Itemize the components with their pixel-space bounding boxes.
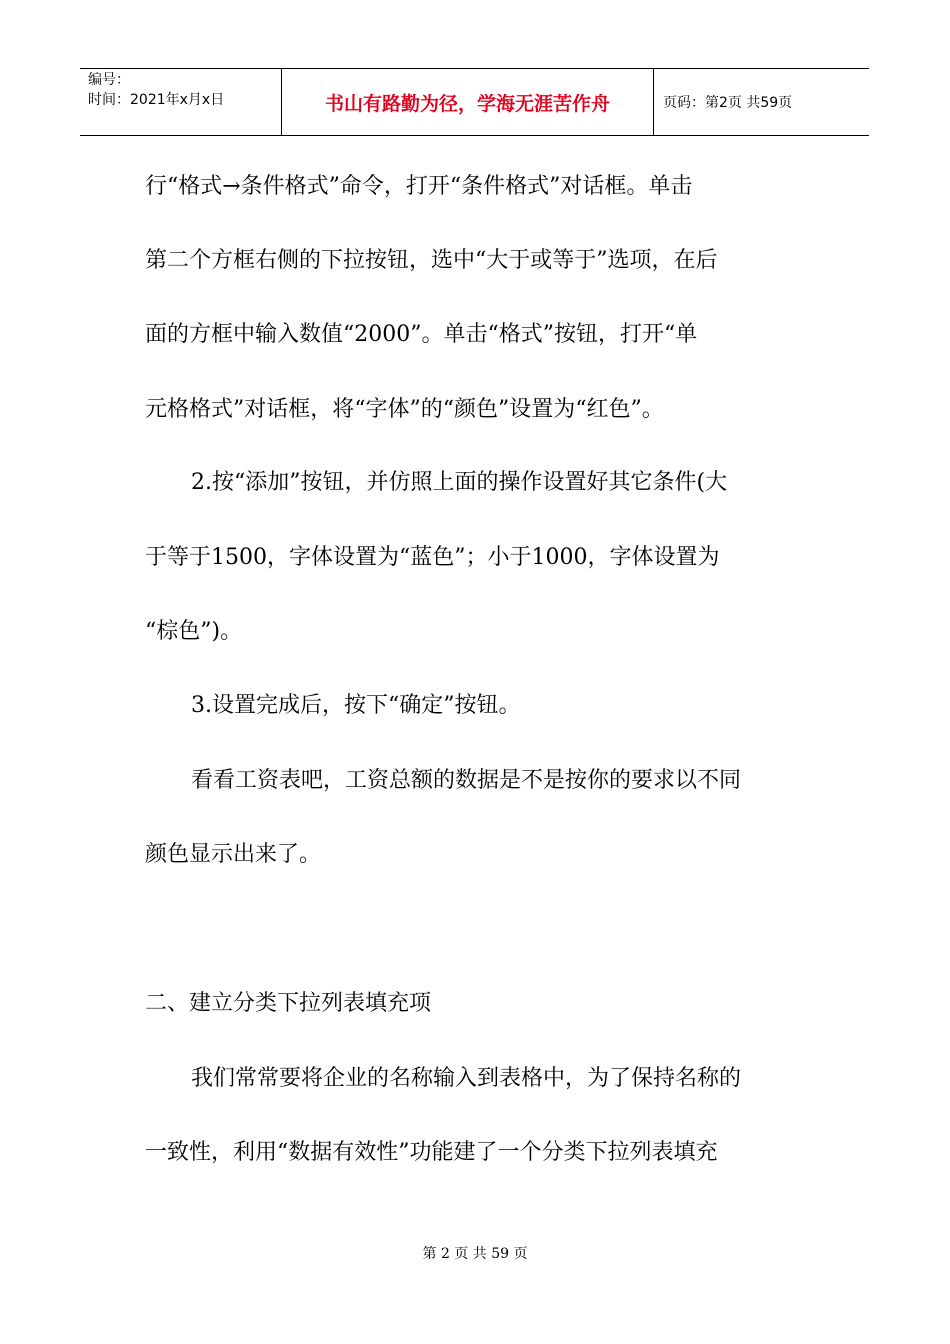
header-motto-cell [281, 69, 654, 135]
body-line: 第二个方框右侧的下拉按钮，选中“大于或等于”选项，在后 [145, 248, 718, 273]
body-line: “棕色”)。 [145, 619, 243, 644]
body-line: 元格格式”对话框，将“字体”的“颜色”设置为“红色”。 [145, 397, 664, 422]
body-line: 2.按“添加”按钮，并仿照上面的操作设置好其它条件(大 [191, 470, 728, 495]
header-meta-cell [80, 69, 281, 135]
document-number-label: 编号： [88, 72, 130, 88]
body-line: 看看工资表吧，工资总额的数据是不是按你的要求以不同 [191, 768, 742, 793]
header-motto: 书山有路勤为径，学海无涯苦作舟 [324, 93, 610, 115]
document-time-label: 时间：2021年x月x日 [88, 92, 225, 108]
body-line: 颜色显示出来了。 [145, 842, 322, 867]
page-header [80, 68, 869, 136]
header-page-cell [654, 69, 869, 135]
header-page-info: 页码：第2页 共59页 [663, 95, 793, 111]
body-line: 于等于1500，字体设置为“蓝色”；小于1000，字体设置为 [145, 545, 720, 570]
body-line: 行“格式→条件格式”命令，打开“条件格式”对话框。单击 [145, 174, 693, 199]
body-line: 面的方框中输入数值“2000”。单击“格式”按钮，打开“单 [145, 322, 698, 347]
body-line: 3.设置完成后，按下“确定”按钮。 [191, 693, 521, 718]
section-heading: 二、建立分类下拉列表填充项 [145, 991, 432, 1016]
body-line: 我们常常要将企业的名称输入到表格中，为了保持名称的 [191, 1066, 742, 1091]
body-line: 一致性，利用“数据有效性”功能建了一个分类下拉列表填充 [145, 1140, 718, 1165]
page-footer: 第 2 页 共 59 页 [422, 1246, 528, 1262]
